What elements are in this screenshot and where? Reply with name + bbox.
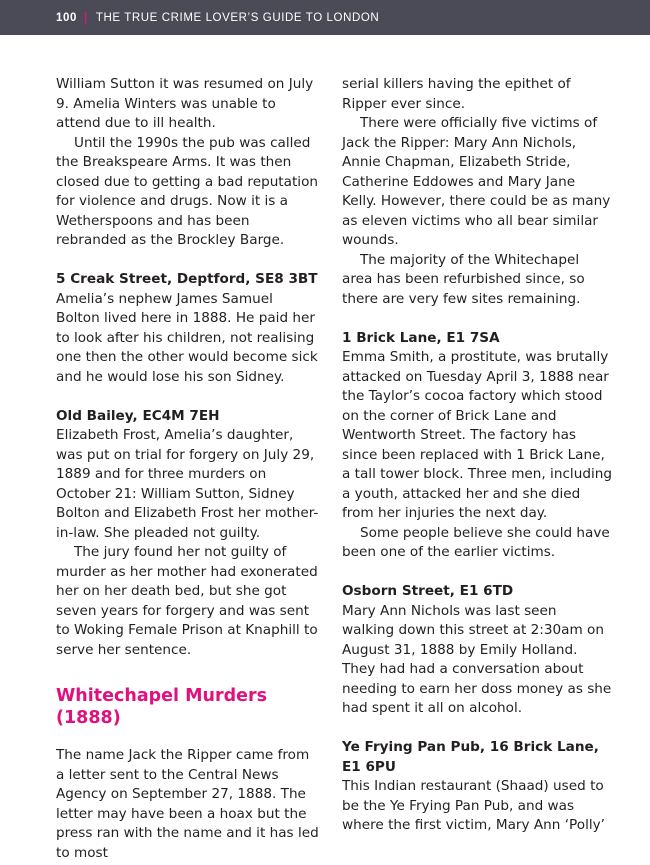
location-heading: 5 Creak Street, Deptford, SE8 3BT: [56, 271, 318, 287]
paragraph: There were officially five victims of Jack the Ripper: Mary Ann Nichols, Annie Chapman, Elizabeth Stride, Catherine Eddowes and Mary Jane Kelly. However, there could be as many as eleven victims who all bear similar wounds.: [342, 115, 611, 248]
paragraph: Mary Ann Nichols was last seen walking down this street at 2:30am on August 31, 1888 by Emily Holland. They had had a conversation about needing to earn her doss money as she had spent it all on alcohol.: [342, 602, 612, 716]
left-column: [56, 75, 320, 863]
paragraph: Some people believe she could have been one of the earlier victims.: [342, 524, 610, 560]
right-column: [342, 75, 612, 836]
book-title: THE TRUE CRIME LOVER’S GUIDE TO LONDON: [95, 11, 380, 24]
header-separator: |: [84, 11, 88, 24]
paragraph: Amelia’s nephew James Samuel Bolton lived here in 1888. He paid her to look after his children, not realising one then the other would become sick and he would lose his son Sidney.: [56, 290, 318, 385]
paragraph: William Sutton it was resumed on July 9. Amelia Winters was unable to attend due to ill health.: [56, 76, 314, 131]
paragraph: Until the 1990s the pub was called the Breakspeare Arms. It was then closed due to getting a bad reputation for violence and drugs. Now it is a Wetherspoons and has been rebranded as the Brockley Barge.: [56, 134, 319, 248]
paragraph: The majority of the Whitechapel area has been refurbished since, so there are very few sites remaining.: [342, 251, 585, 307]
location-heading: Osborn Street, E1 6TD: [342, 583, 514, 599]
paragraph: Elizabeth Frost, Amelia’s daughter, was put on trial for forgery on July 29, 1889 and for three murders on October 21: William Sutton, Sidney Bolton and Elizabeth Frost her mother-in-law. She pleaded not guilty.: [56, 427, 319, 541]
location-heading: Old Bailey, EC4M 7EH: [56, 407, 220, 424]
paragraph: serial killers having the epithet of Ripper ever since.: [342, 76, 571, 112]
paragraph: Emma Smith, a prostitute, was brutally attacked on Tuesday April 3, 1888 near the Taylor’s cocoa factory which stood on the corner of Brick Lane and Wentworth Street. The factory has since been replaced with 1 Brick Lane, a tall tower block. Three men, including a youth, attacked her and she died from her injuries the next day.: [342, 349, 612, 521]
paragraph: The name Jack the Ripper came from a letter sent to the Central News Agency on September 27, 1888. The letter may have been a hoax but the press ran with the name and it has led to most: [56, 747, 319, 861]
location-heading: 1 Brick Lane, E1 7SA: [342, 329, 500, 346]
location-heading: Ye Frying Pan Pub, 16 Brick Lane, E1 6PU: [342, 739, 599, 775]
running-header: [0, 0, 650, 35]
section-title: Whitechapel Murders (1888): [56, 686, 268, 728]
page-number: 100: [56, 11, 77, 24]
paragraph: The jury found her not guilty of murder as her mother had exonerated her on her death bed, but she got seven years for forgery and was sent to Woking Female Prison at Knaphill to serve her sentence.: [56, 544, 318, 658]
paragraph: This Indian restaurant (Shaad) used to be the Ye Frying Pan Pub, and was where the first victim, Mary Ann ‘Polly’: [342, 778, 606, 833]
